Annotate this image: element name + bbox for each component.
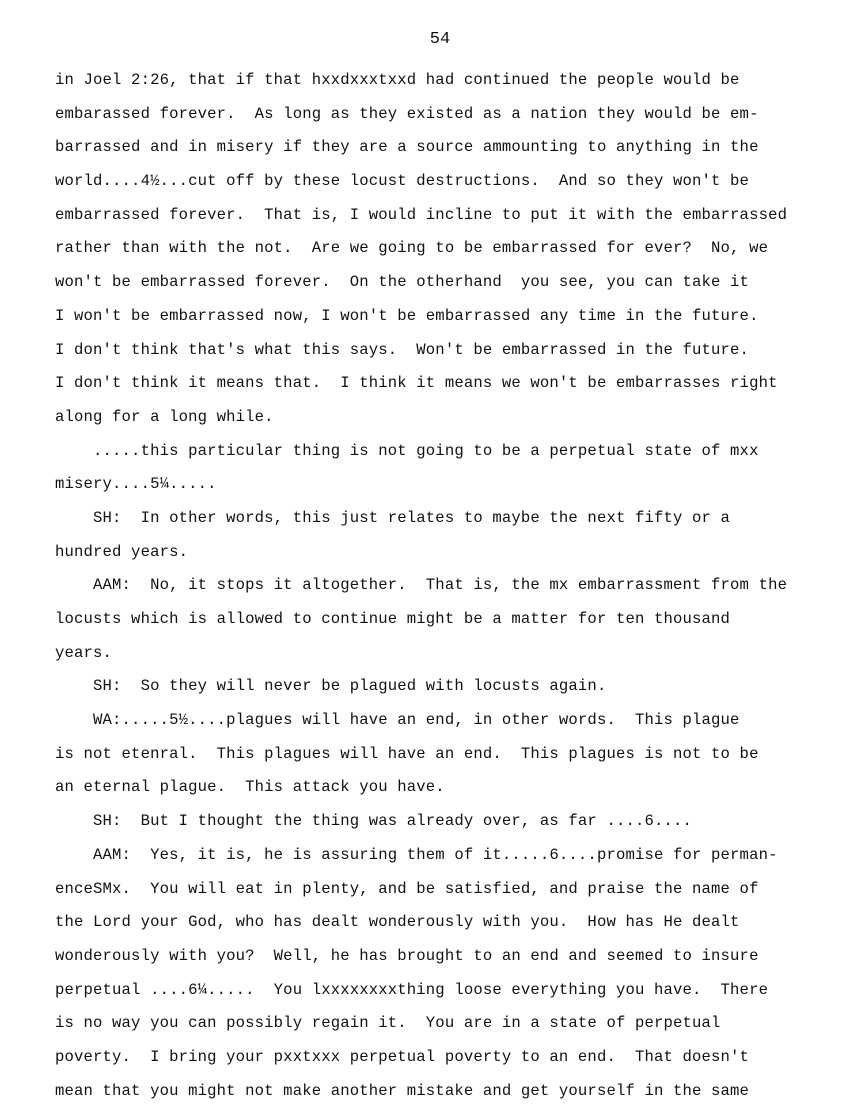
text-line: years. (55, 643, 113, 662)
text-line: perpetual ....6¼..... You lxxxxxxxxthing loose everything you have. There (55, 980, 769, 999)
text-line: an eternal plague. This attack you have. (55, 778, 445, 797)
text-line: locusts which is allowed to continue might be a matter for ten thousand (55, 610, 731, 628)
text-line: along for a long while. (55, 407, 274, 426)
text-line: rather than with the not. Are we going to be embarrassed for ever? No, we (55, 239, 769, 258)
text-line: embarrassed forever. That is, I would incline to put it with the embarrassed (55, 205, 788, 224)
text-line: wonderously with you? Well, he has brought to an end and seemed to insure (55, 946, 759, 965)
transcript-body (55, 64, 845, 1108)
text-line: SH: So they will never be plagued with locusts again. (55, 677, 607, 696)
text-line: .....this particular thing is not going to be a perpetual state of mxx (55, 441, 759, 460)
text-line: SH: But I thought the thing was already over, as far ....6.... (55, 812, 693, 831)
text-line: WA:.....5½....plagues will have an end, in other words. This plague (55, 711, 740, 730)
text-line: is no way you can possibly regain it. You are in a state of perpetual (55, 1014, 721, 1033)
text-line: poverty. I bring your pxxtxxx perpetual poverty to an end. That doesn't (55, 1047, 750, 1066)
text-line: won't be embarrassed forever. On the otherhand you see, you can take it (55, 273, 750, 292)
page-number: 54 (429, 30, 451, 49)
text-line: AAM: Yes, it is, he is assuring them of it.....6....promise for perman- (55, 845, 778, 864)
text-line: I won't be embarrassed now, I won't be embarrassed any time in the future. (55, 306, 759, 325)
text-line: in Joel 2:26, that if that hxxdxxxtxxd had continued the people would be (55, 71, 740, 89)
text-line: misery....5¼..... (55, 475, 217, 494)
text-line: is not etenral. This plagues will have an end. This plagues is not to be (55, 744, 759, 763)
text-line: the Lord your God, who has dealt wonderously with you. How has He dealt (55, 913, 740, 932)
text-line: embarassed forever. As long as they existed as a nation they would be em- (55, 104, 759, 123)
text-line: SH: In other words, this just relates to maybe the next fifty or a (55, 508, 731, 527)
text-line: I don't think it means that. I think it means we won't be embarrasses right (55, 374, 778, 393)
text-line: barrassed and in misery if they are a source ammounting to anything in the (55, 138, 759, 157)
text-line: AAM: No, it stops it altogether. That is, the mx embarrassment from the (55, 576, 788, 595)
text-line: enceSMx. You will eat in plenty, and be satisfied, and praise the name of (55, 879, 759, 898)
text-line: I don't think that's what this says. Won't be embarrassed in the future. (55, 340, 750, 359)
text-line: world....4½...cut off by these locust destructions. And so they won't be (55, 172, 750, 191)
text-line: mean that you might not make another mistake and get yourself in the same (55, 1081, 750, 1100)
text-line: hundred years. (55, 542, 189, 561)
